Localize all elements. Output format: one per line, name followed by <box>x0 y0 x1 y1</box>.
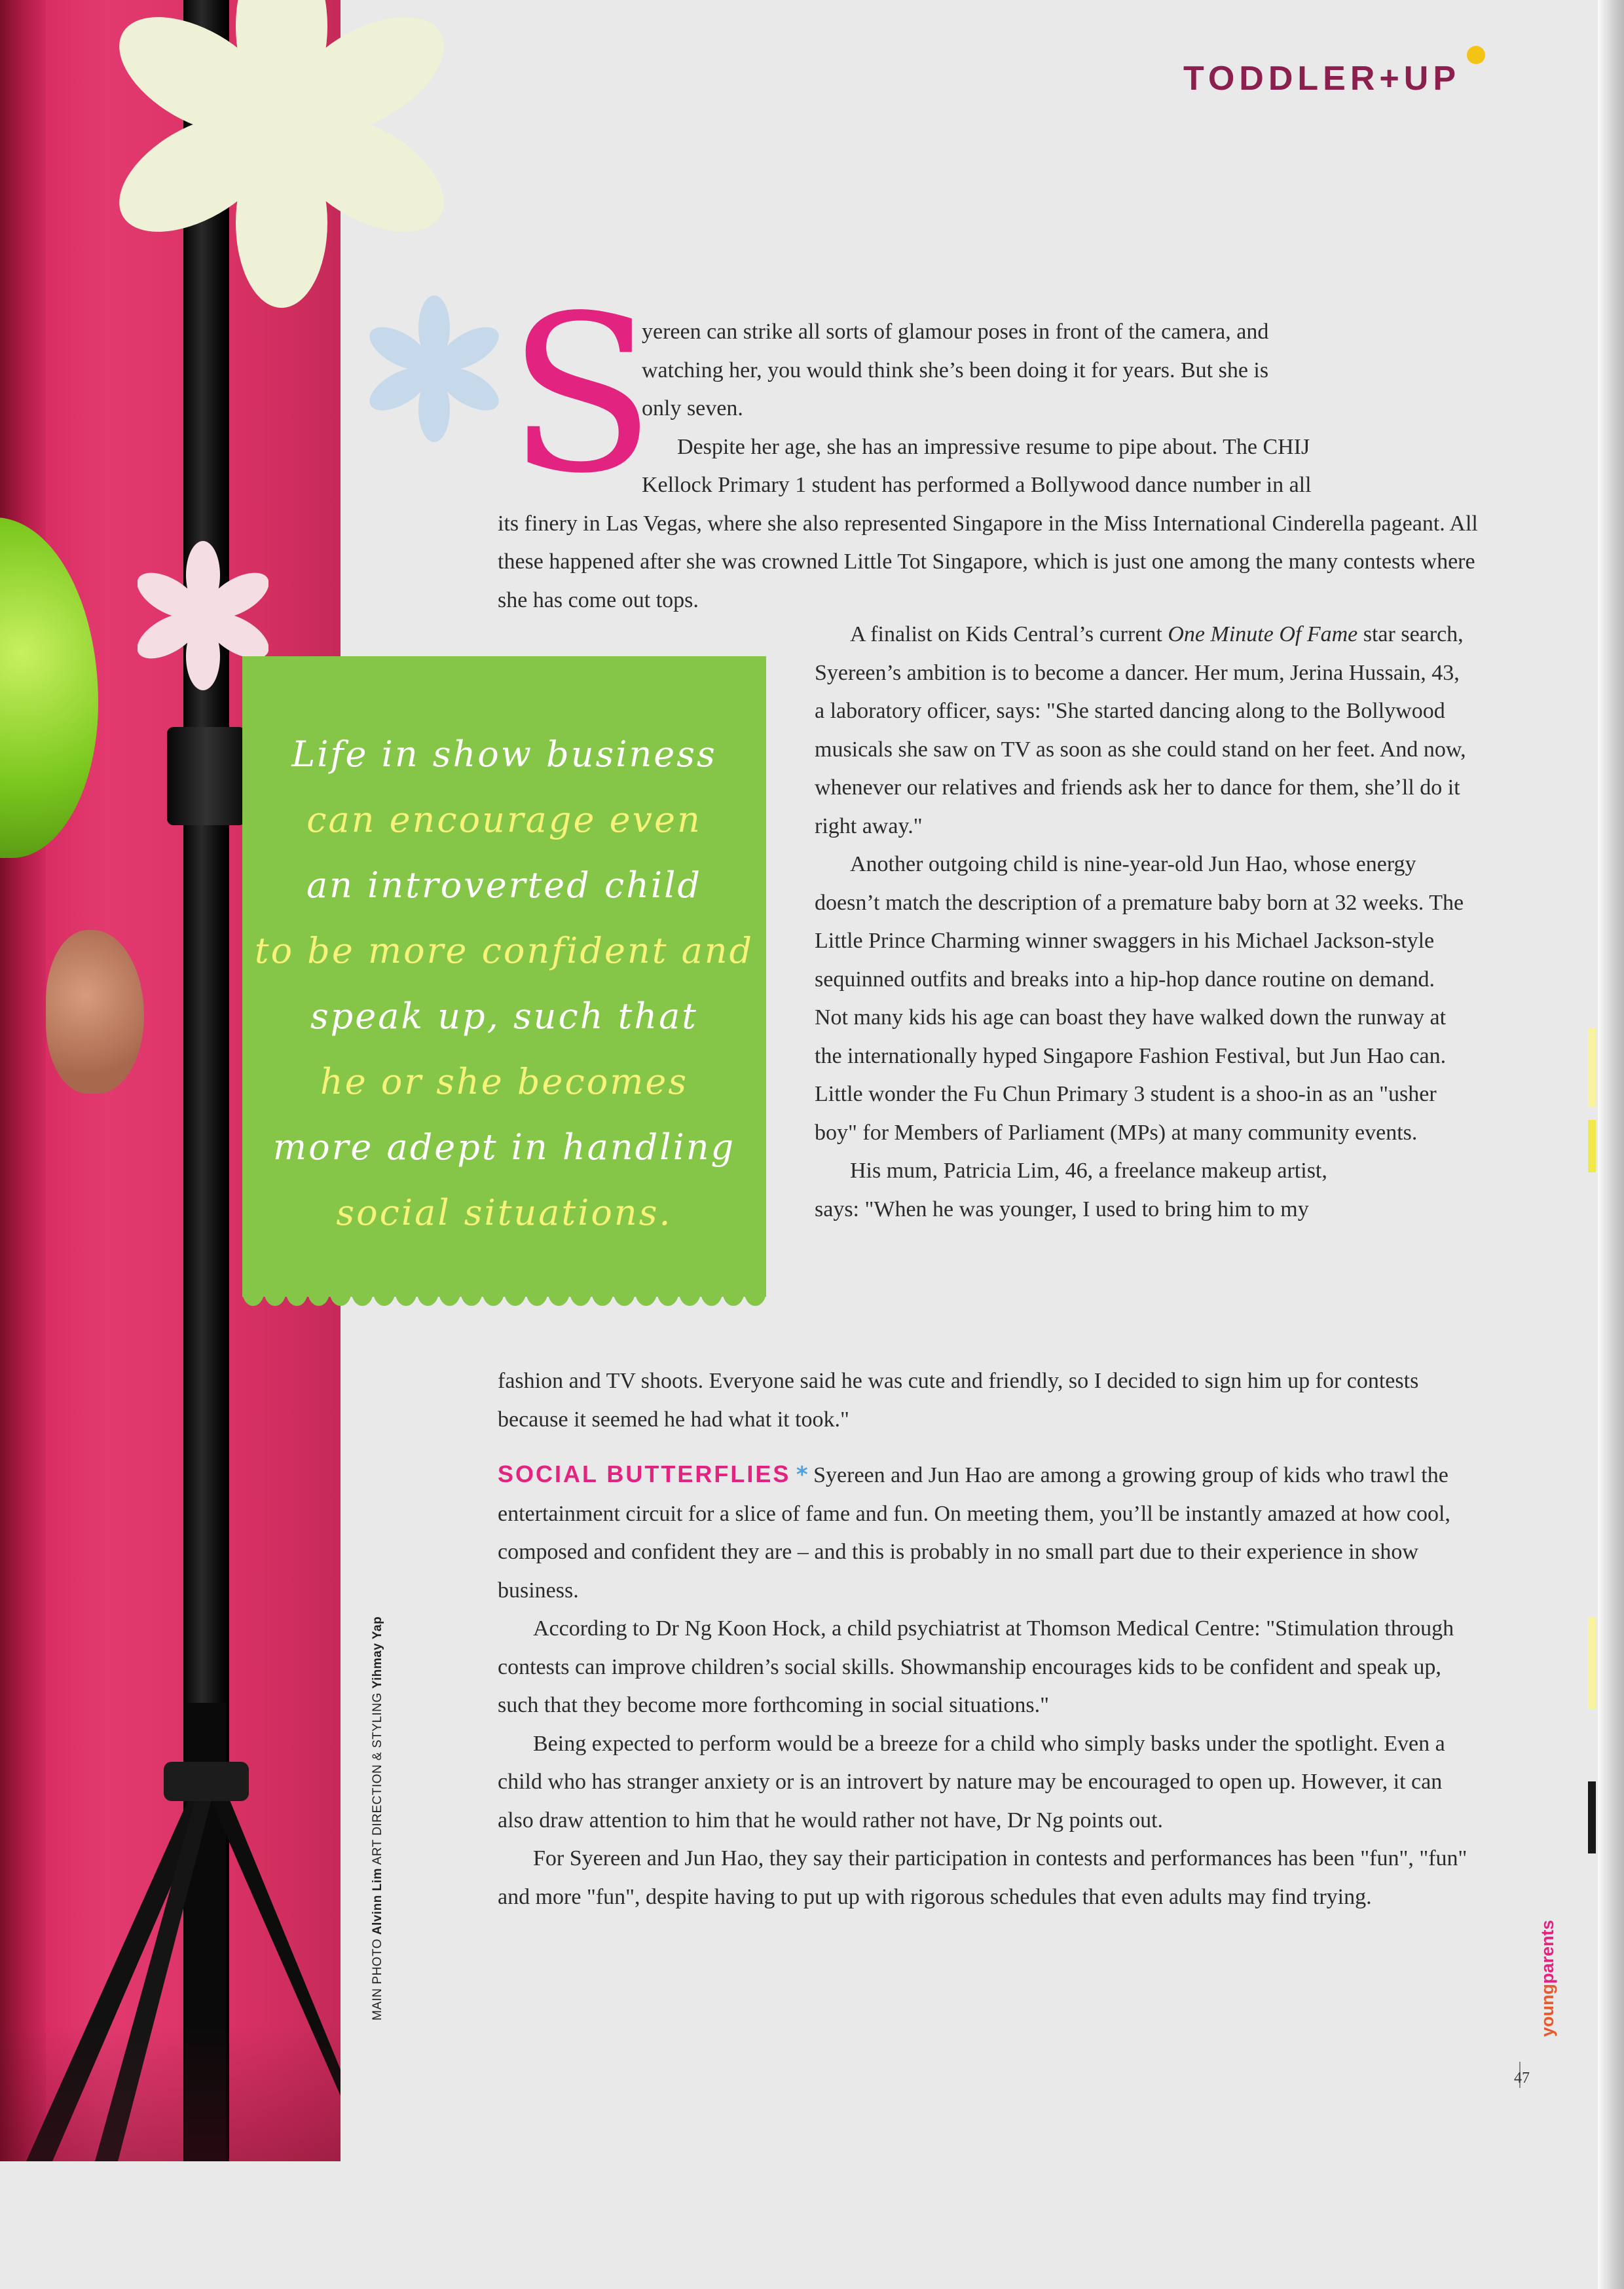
child-green-dress <box>0 517 98 858</box>
scallop <box>417 1285 439 1306</box>
magazine-brand <box>1538 1920 1558 2037</box>
article-paragraph-continued <box>498 1362 1483 1439</box>
lead-line: Despite her age, she has an impressive resume to pipe about. The CHIJ <box>677 434 1310 459</box>
article-paragraph: According to Dr Ng Koon Hock, a child psychiatrist at Thomson Medical Centre: "Stimulation through contests can improve children’s social skills. Showmanship encourages kids to be confident and speak up, such that they become more forthcoming in social situations." <box>498 1616 1454 1717</box>
paragraph-text: Syereen and Jun Hao are among a growing group of kids who trawl the entertainment circuit for a slice of fame and fun. On meeting them, you’ll be instantly amazed at how cool, composed and confident they are – and this is probably in no small part due to their experience in show business. <box>498 1463 1450 1603</box>
lead-line: yereen can strike all sorts of glamour poses in front of the camera, and <box>642 320 1269 344</box>
scallop <box>439 1285 460 1306</box>
page-spine-edge <box>1598 0 1624 2289</box>
article-lead <box>498 313 1480 620</box>
article-paragraph <box>815 616 1473 846</box>
article-paragraph: Being expected to perform would be a breeze for a child who simply basks under the spotlight. Even a child who has stranger anxiety or is an introvert by nature may be encouraged to open up. However, it can also draw attention to him that he would rather not have, Dr Ng points out. <box>498 1731 1445 1833</box>
cream-flower-decoration <box>98 0 465 327</box>
pull-quote-line: social situations. <box>336 1192 673 1233</box>
subhead: SOCIAL BUTTERFLIES <box>498 1461 791 1487</box>
pull-quote <box>242 656 766 1297</box>
pull-quote-line: he or she becomes <box>320 1061 689 1102</box>
scallop <box>614 1285 635 1306</box>
lead-line: Kellock Primary 1 student has performed a Bollywood dance number in all <box>642 473 1312 497</box>
pull-quote-line: more adept in handling <box>272 1126 736 1168</box>
scallop <box>591 1285 613 1306</box>
scallop <box>679 1285 701 1306</box>
section-label: TODDLER+UP <box>1183 60 1460 98</box>
page-edge-color-marks <box>1588 1028 1596 1853</box>
lead-line: only seven. <box>642 396 743 420</box>
article-paragraph <box>498 1455 1483 1610</box>
scallop <box>701 1285 722 1306</box>
scallop <box>242 1285 264 1306</box>
lead-paragraph-continued: its finery in Las Vegas, where she also represented Singapore in the Miss International Cinderella pageant. All these happened after she was crowned Little Tot Singapore, which is just one among the many contests where she has come out tops. <box>498 511 1478 612</box>
blue-flower-decoration <box>359 293 509 444</box>
pull-quote-scallop-edge <box>242 1285 766 1311</box>
scallop <box>526 1285 547 1306</box>
scallop <box>722 1285 744 1306</box>
scallop <box>395 1285 416 1306</box>
scallop <box>635 1285 657 1306</box>
scallop <box>308 1285 329 1306</box>
pull-quote-line: to be more confident and <box>254 930 754 971</box>
article-paragraph: For Syereen and Jun Hao, they say their participation in contests and performances has been "fun", "fun" and more "fun", despite having to put up with rigorous schedules that even adults may find trying. <box>498 1846 1467 1909</box>
show-title: One Minute Of Fame <box>1168 622 1358 646</box>
stylist-name: Yihmay Yap <box>371 1616 384 1689</box>
article-column <box>815 616 1473 1229</box>
scallop <box>460 1285 482 1306</box>
scallop <box>483 1285 504 1306</box>
child-foot <box>46 930 144 1094</box>
scallop <box>504 1285 526 1306</box>
pull-quote-line: Life in show business <box>291 734 717 775</box>
scallop <box>286 1285 308 1306</box>
article-paragraph-line: His mum, Patricia Lim, 46, a freelance makeup artist, <box>850 1159 1327 1183</box>
article-paragraph: Another outgoing child is nine-year-old Jun Hao, whose energy doesn’t match the description of a premature baby born at 32 weeks. The Little Prince Charming winner swaggers in his Michael Jackson-style sequinned outfits and breaks into a hip-hop dance routine on demand. Not many kids his age can boast they have walked down the runway at the internationally hyped Singapore Fashion Festival, but Jun Hao can. Little wonder the Fu Chun Primary 3 student is a shoo-in as an "usher boy" for Members of Parliament (MPs) at many community events. <box>815 852 1464 1145</box>
brand-young: young <box>1538 1984 1557 2037</box>
scallop <box>570 1285 591 1306</box>
scallop <box>352 1285 373 1306</box>
social-butterflies-section <box>498 1455 1483 1916</box>
scallop <box>329 1285 351 1306</box>
drop-cap: S <box>507 269 656 521</box>
article-paragraph-line: says: "When he was younger, I used to bring him to my <box>815 1197 1309 1221</box>
pull-quote-line: speak up, such that <box>310 996 699 1037</box>
paragraph-text: star search, Syereen’s ambition is to become a dancer. Her mum, Jerina Hussain, 43, a laboratory officer, says: "She started dancing along to the Bollywood musicals she saw on TV as soon as she could stand on her feet. And now, whenever our relatives and friends ask her to dance for them, she’ll do it right away." <box>815 622 1466 838</box>
light-stand-clamp <box>167 727 246 825</box>
lead-paragraph <box>498 313 1480 505</box>
scallop <box>745 1285 766 1306</box>
pull-quote-line: can encourage even <box>306 799 702 840</box>
paragraph-text: A finalist on Kids Central’s current <box>850 622 1162 646</box>
page-number: 47 <box>1514 2070 1530 2087</box>
paragraph-text: fashion and TV shoots. Everyone said he was cute and friendly, so I decided to sign him up for contests because it seemed he had what it took." <box>498 1369 1419 1432</box>
photo-credit-label: MAIN PHOTO <box>371 1939 384 2020</box>
subhead-star-icon: * <box>796 1462 808 1488</box>
photo-credit <box>371 1616 385 2020</box>
section-dot <box>1467 46 1485 64</box>
photo-bottom-shadow <box>0 2024 341 2161</box>
styling-credit-label: ART DIRECTION & STYLING <box>371 1692 384 1865</box>
scallop <box>373 1285 395 1306</box>
brand-parents: parents <box>1538 1920 1557 1984</box>
photographer-name: Alvinn Lim <box>371 1868 384 1935</box>
pull-quote-line: an introverted child <box>306 865 702 906</box>
scallop <box>548 1285 570 1306</box>
scallop <box>657 1285 678 1306</box>
lead-line: watching her, you would think she’s been doing it for years. But she is <box>642 358 1269 382</box>
scallop <box>264 1285 286 1306</box>
